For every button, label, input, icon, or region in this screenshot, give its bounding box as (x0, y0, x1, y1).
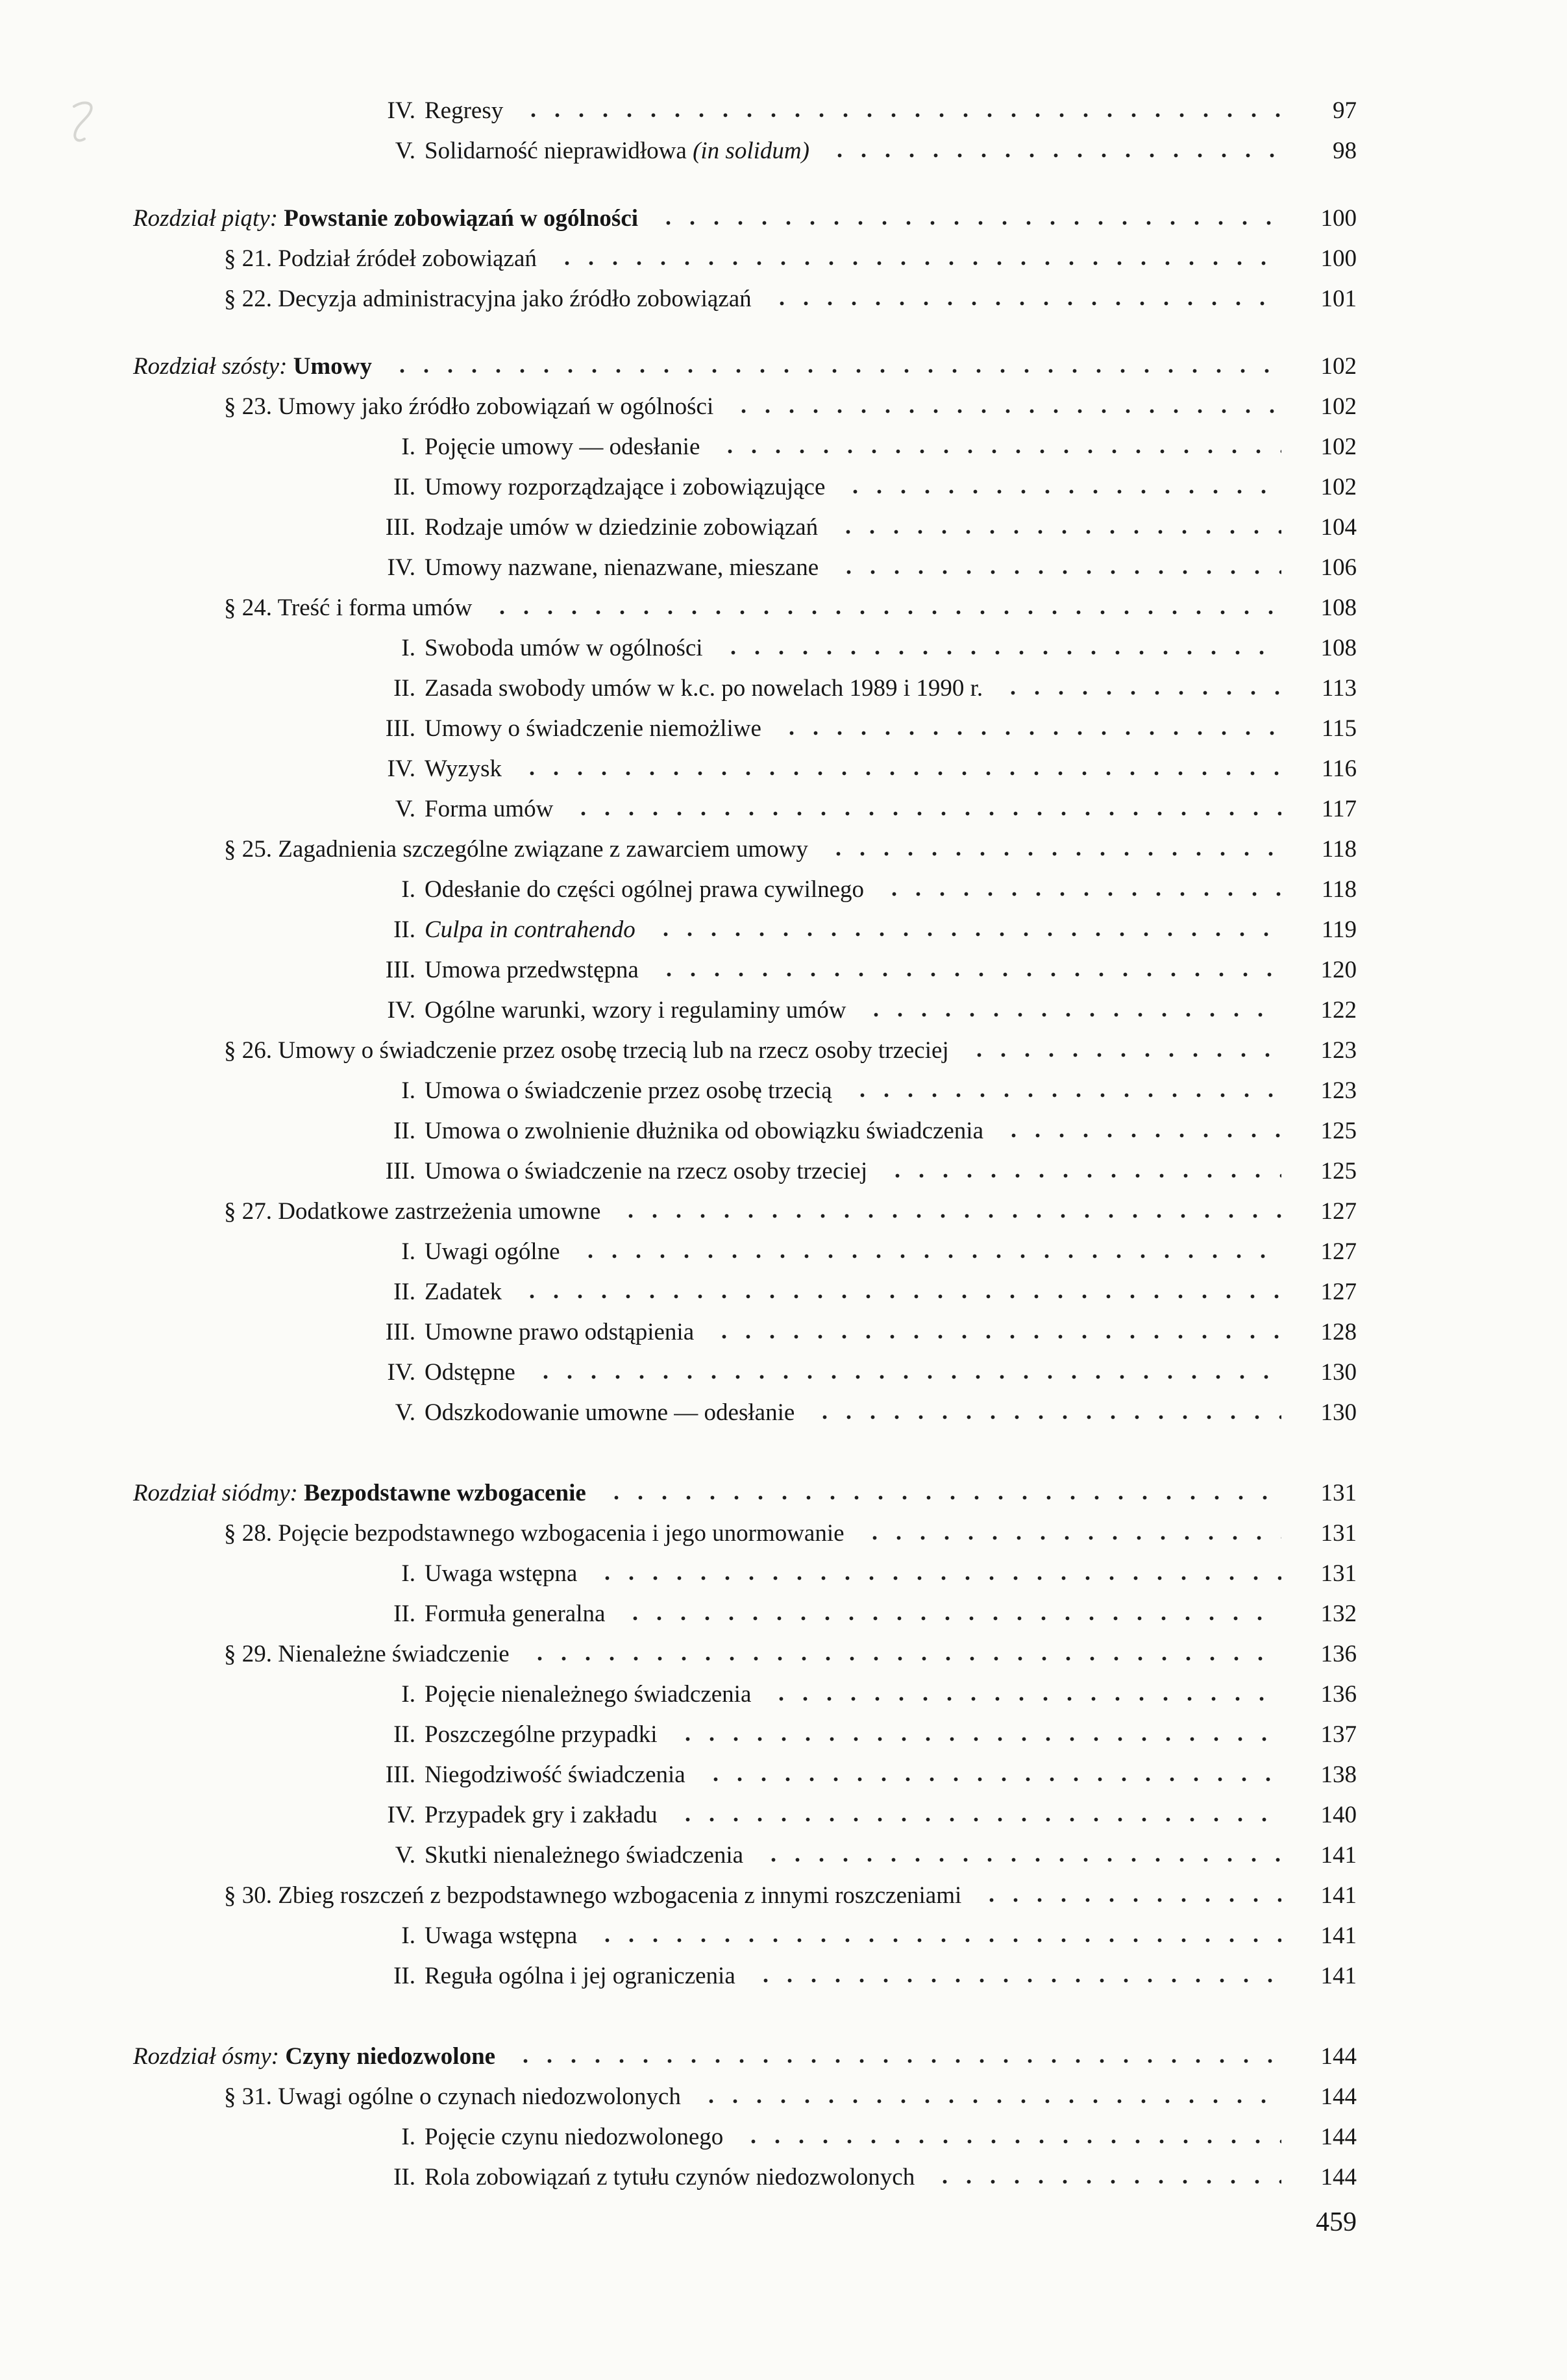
entry-title (425, 870, 864, 910)
entry-number: I. (401, 1077, 415, 1104)
entry-text-segment: § 25. Zagadnienia szczególne związane z zawarciem umowy (224, 836, 808, 863)
dot-leader (693, 2098, 1281, 2104)
entry-text-segment: Rozdział szósty: (133, 353, 293, 380)
entry-page: 123 (1320, 1037, 1357, 1064)
entry-title (224, 239, 537, 279)
entry-number: II. (393, 1963, 415, 1989)
entry-title (425, 1272, 502, 1312)
entry-title (425, 1755, 685, 1795)
entry-title (133, 2037, 495, 2077)
entry-text-segment: Odstępne (425, 1359, 515, 1386)
toc-entry (133, 1554, 1357, 1594)
entry-text-segment: § 30. Zbieg roszczeń z bezpodstawnego wzbogacenia z innymi roszczeniami (224, 1882, 962, 1909)
entry-page: 118 (1321, 836, 1357, 863)
entry-title (224, 2077, 681, 2117)
entry-number: II. (393, 675, 415, 702)
entry-title (224, 1514, 845, 1554)
entry-page: 144 (1320, 2083, 1357, 2110)
dot-leader (650, 972, 1281, 977)
entry-page: 141 (1320, 1963, 1357, 1989)
entry-title (224, 387, 713, 427)
entry-title (425, 1312, 694, 1353)
entry-title (425, 628, 703, 669)
toc-entry (133, 1151, 1357, 1192)
entry-number: II. (393, 474, 415, 500)
entry-number: III. (385, 715, 415, 742)
dot-leader (484, 609, 1281, 615)
entry-text-segment: Uwagi ogólne (425, 1238, 560, 1265)
entry-title (425, 910, 635, 950)
entry-text-segment: Solidarność nieprawidłowa (425, 138, 693, 164)
entry-title (224, 829, 808, 870)
dot-leader (961, 1052, 1281, 1058)
toc-entry (133, 1232, 1357, 1272)
entry-title (425, 467, 825, 508)
toc-entry (133, 749, 1357, 789)
entry-page: 119 (1321, 916, 1357, 943)
toc-entry (133, 2157, 1357, 2198)
entry-text-segment: Zasada swobody umów w k.c. po nowelach 1989 i 1990 r. (425, 675, 983, 702)
entry-page: 100 (1320, 205, 1357, 232)
dot-leader (515, 112, 1281, 118)
entry-title (133, 199, 638, 239)
entry-number: IV. (387, 554, 415, 581)
entry-text-segment: Formuła generalna (425, 1601, 606, 1627)
dot-leader (598, 1495, 1281, 1501)
dot-leader (879, 1173, 1281, 1179)
entry-number: II. (393, 2164, 415, 2190)
entry-page: 141 (1320, 1842, 1357, 1869)
table-of-contents (133, 91, 1357, 2198)
toc-entry (133, 910, 1357, 950)
entry-title (425, 1795, 658, 1835)
entry-page: 127 (1320, 1238, 1357, 1265)
entry-page: 113 (1321, 675, 1357, 702)
entry-text-segment: Niegodziwość świadczenia (425, 1761, 685, 1788)
dot-leader (830, 529, 1281, 535)
entry-text-segment: Rozdział ósmy: (133, 2043, 286, 2070)
entry-page: 144 (1320, 2043, 1357, 2070)
dot-leader (507, 2058, 1281, 2064)
dot-leader (858, 1012, 1281, 1018)
entry-text-segment: § 27. Dodatkowe zastrzeżenia umowne (224, 1198, 601, 1225)
entry-title (425, 1594, 605, 1634)
entry-text-segment: Odesłanie do części ogólnej prawa cywilnego (425, 876, 865, 903)
entry-number: I. (401, 1560, 415, 1587)
dot-leader (773, 730, 1281, 736)
entry-text-segment: Pojęcie nienależnego świadczenia (425, 1681, 752, 1708)
dot-leader (647, 931, 1281, 937)
entry-page: 136 (1320, 1681, 1357, 1708)
toc-entry (133, 467, 1357, 508)
dot-leader (650, 220, 1281, 226)
entry-page: 131 (1320, 1520, 1357, 1547)
entry-number: III. (385, 1319, 415, 1345)
entry-text-segment: § 31. Uwagi ogólne o czynach niedozwolonych (224, 2083, 681, 2110)
entry-number: II. (393, 1721, 415, 1748)
toc-entry (133, 870, 1357, 910)
toc-entry (133, 1514, 1357, 1554)
toc-entry (133, 387, 1357, 427)
entry-text-segment: § 24. Treść i forma umów (224, 595, 473, 621)
dot-leader (995, 1133, 1281, 1138)
entry-title (425, 1675, 751, 1715)
entry-text-segment: § 22. Decyzja administracyjna jako źródło zobowiązań (224, 286, 752, 312)
entry-page: 125 (1320, 1118, 1357, 1144)
entry-title (425, 2117, 723, 2157)
entry-text-segment: Odszkodowanie umowne — odesłanie (425, 1399, 795, 1426)
dot-leader (669, 1736, 1281, 1742)
folio-page-number: 459 (1316, 2207, 1357, 2237)
entry-number: I. (401, 1238, 415, 1265)
entry-title (425, 749, 502, 789)
dot-leader (747, 1978, 1281, 1983)
dot-leader (876, 891, 1281, 897)
entry-text-segment: Culpa in contrahendo (425, 916, 635, 943)
dot-leader (725, 408, 1281, 414)
entry-text-segment: § 28. Pojęcie bezpodstawnego wzbogacenia i jego unormowanie (224, 1520, 845, 1547)
entry-title (224, 588, 472, 628)
toc-entry (133, 1876, 1357, 1916)
dot-leader (994, 690, 1281, 696)
toc-entry (133, 239, 1357, 279)
entry-text-segment: § 26. Umowy o świadczenie przez osobę trzecią lub na rzecz osoby trzeciej (224, 1037, 949, 1064)
entry-text-segment: Rozdział piąty: (133, 205, 284, 232)
toc-entry (133, 131, 1357, 171)
entry-text-segment: Uwaga wstępna (425, 1922, 578, 1949)
toc-entry (133, 1755, 1357, 1795)
entry-title (224, 279, 752, 319)
entry-number: III. (385, 514, 415, 541)
entry-title (425, 669, 983, 709)
entry-title (425, 1916, 577, 1956)
toc-entry (133, 427, 1357, 467)
toc-entry (133, 1634, 1357, 1675)
entry-text-segment: § 21. Podział źródeł zobowiązań (224, 245, 537, 272)
dot-leader (830, 569, 1281, 575)
dot-leader (844, 1092, 1281, 1098)
toc-entry (133, 508, 1357, 548)
entry-page: 130 (1320, 1359, 1357, 1386)
entry-page: 144 (1320, 2124, 1357, 2150)
entry-number: II. (393, 1601, 415, 1627)
entry-page: 137 (1320, 1721, 1357, 1748)
entry-page: 136 (1320, 1641, 1357, 1667)
entry-text-segment: Forma umów (425, 796, 554, 822)
entry-text-segment: Uwaga wstępna (425, 1560, 578, 1587)
entry-number: V. (395, 1842, 415, 1869)
entry-number: I. (401, 1922, 415, 1949)
entry-page: 104 (1320, 514, 1357, 541)
toc-entry (133, 347, 1357, 387)
dot-leader (763, 1696, 1281, 1702)
entry-page: 115 (1321, 715, 1357, 742)
entry-text-segment: Bezpodstawne wzbogacenie (304, 1480, 586, 1506)
entry-title (425, 1111, 983, 1151)
entry-text-segment: Czyny niedozwolone (285, 2043, 496, 2070)
entry-title (425, 1835, 743, 1876)
dot-leader (711, 448, 1281, 454)
dot-leader (589, 1937, 1281, 1943)
toc-entry (133, 829, 1357, 870)
dot-leader (821, 153, 1281, 158)
entry-page: 101 (1320, 286, 1357, 312)
dot-leader (735, 2139, 1281, 2144)
entry-number: IV. (387, 1359, 415, 1386)
entry-page: 131 (1320, 1560, 1357, 1587)
toc-entry (133, 1675, 1357, 1715)
toc-entry (133, 1353, 1357, 1393)
dot-leader (384, 368, 1281, 374)
toc-entry (133, 628, 1357, 669)
entry-page: 130 (1320, 1399, 1357, 1426)
entry-title (425, 548, 819, 588)
toc-entry (133, 1071, 1357, 1111)
entry-number: I. (401, 434, 415, 460)
entry-text-segment: Umowa przedwstępna (425, 957, 639, 983)
entry-page: 120 (1320, 957, 1357, 983)
dot-leader (973, 1897, 1281, 1903)
toc-entry (133, 950, 1357, 990)
entry-title (425, 2157, 915, 2198)
entry-page: 128 (1320, 1319, 1357, 1345)
entry-page: 116 (1321, 755, 1357, 782)
entry-text-segment: Powstanie zobowiązań w ogólności (284, 205, 639, 232)
entry-title (425, 1956, 735, 1996)
entry-page: 127 (1320, 1198, 1357, 1225)
entry-title (133, 347, 372, 387)
dot-leader (513, 1294, 1281, 1299)
entry-page: 106 (1320, 554, 1357, 581)
entry-text-segment: Zadatek (425, 1279, 502, 1305)
entry-text-segment: Umowne prawo odstąpienia (425, 1319, 695, 1345)
entry-page: 117 (1321, 796, 1357, 822)
entry-number: I. (401, 635, 415, 661)
entry-text-segment: Pojęcie czynu niedozwolonego (425, 2124, 724, 2150)
entry-title (224, 1192, 600, 1232)
entry-page: 141 (1320, 1922, 1357, 1949)
entry-title (425, 709, 761, 749)
entry-number: IV. (387, 97, 415, 124)
toc-entry (133, 548, 1357, 588)
entry-text-segment: Rola zobowiązań z tytułu czynów niedozwolonych (425, 2164, 915, 2190)
toc-entry (133, 279, 1357, 319)
entry-number: V. (395, 138, 415, 164)
dot-leader (669, 1817, 1281, 1822)
entry-page: 131 (1320, 1480, 1357, 1506)
entry-text-segment: Umowy (293, 353, 372, 380)
toc-entry (133, 2117, 1357, 2157)
entry-number: V. (395, 1399, 415, 1426)
toc-entry (133, 588, 1357, 628)
entry-text-segment: Umowa o świadczenie przez osobę trzecią (425, 1077, 832, 1104)
entry-title (425, 508, 818, 548)
entry-text-segment: § 23. Umowy jako źródło zobowiązań w ogólności (224, 393, 714, 420)
entry-title (425, 1071, 832, 1111)
entry-number: IV. (387, 755, 415, 782)
entry-number: II. (393, 1279, 415, 1305)
toc-entry (133, 1473, 1357, 1514)
entry-number: IV. (387, 1802, 415, 1828)
entry-text-segment: Rozdział siódmy: (133, 1480, 304, 1506)
entry-text-segment: Umowa o zwolnienie dłużnika od obowiązku świadczenia (425, 1118, 984, 1144)
toc-entry (133, 1956, 1357, 1996)
entry-page: 102 (1320, 474, 1357, 500)
entry-page: 125 (1320, 1158, 1357, 1184)
entry-title (425, 789, 553, 829)
toc-entry (133, 1272, 1357, 1312)
entry-text-segment: § 29. Nienależne świadczenie (224, 1641, 510, 1667)
entry-number: III. (385, 957, 415, 983)
entry-title (425, 950, 639, 990)
toc-entry (133, 1795, 1357, 1835)
dot-leader (715, 650, 1281, 656)
dot-leader (837, 489, 1281, 495)
entry-title (425, 1353, 515, 1393)
entry-text-segment: Regresy (425, 97, 504, 124)
toc-entry (133, 1835, 1357, 1876)
toc-entry (133, 789, 1357, 829)
entry-text-segment: Swoboda umów w ogólności (425, 635, 703, 661)
entry-text-segment: Umowy nazwane, nienazwane, mieszane (425, 554, 819, 581)
toc-entry (133, 990, 1357, 1031)
entry-number: I. (401, 1681, 415, 1708)
entry-title (425, 1715, 658, 1755)
dot-leader (521, 1656, 1281, 1662)
toc-entry (133, 1031, 1357, 1071)
entry-title (425, 1554, 577, 1594)
entry-text-segment: (in solidum) (693, 138, 809, 164)
entry-number: IV. (387, 997, 415, 1024)
toc-entry (133, 1312, 1357, 1353)
dot-leader (926, 2179, 1281, 2185)
entry-title (425, 990, 846, 1031)
entry-page: 138 (1320, 1761, 1357, 1788)
entry-text-segment: Umowy rozporządzające i zobowiązujące (425, 474, 826, 500)
dot-leader (612, 1213, 1281, 1219)
entry-title (224, 1634, 510, 1675)
toc-entry (133, 91, 1357, 131)
entry-page: 108 (1320, 635, 1357, 661)
pencil-mark (65, 97, 110, 149)
dot-leader (763, 301, 1281, 306)
entry-page: 102 (1320, 353, 1357, 380)
toc-entry (133, 199, 1357, 239)
entry-title (425, 1393, 795, 1433)
entry-page: 108 (1320, 595, 1357, 621)
entry-text-segment: Rodzaje umów w dziedzinie zobowiązań (425, 514, 819, 541)
entry-number: III. (385, 1158, 415, 1184)
toc-entry (133, 1393, 1357, 1433)
toc-entry (133, 1594, 1357, 1634)
entry-page: 132 (1320, 1601, 1357, 1627)
entry-title (425, 131, 809, 171)
entry-number: I. (401, 2124, 415, 2150)
toc-entry (133, 1715, 1357, 1755)
entry-page: 122 (1320, 997, 1357, 1024)
entry-title (133, 1473, 586, 1514)
entry-text-segment: Umowy o świadczenie niemożliwe (425, 715, 761, 742)
entry-title (425, 1151, 867, 1192)
entry-number: II. (393, 916, 415, 943)
toc-entry (133, 1111, 1357, 1151)
entry-title (425, 91, 503, 131)
entry-text-segment: Pojęcie umowy — odesłanie (425, 434, 700, 460)
toc-entry (133, 669, 1357, 709)
entry-number: III. (385, 1761, 415, 1788)
entry-page: 100 (1320, 245, 1357, 272)
dot-leader (549, 260, 1281, 266)
entry-text-segment: Przypadek gry i zakładu (425, 1802, 658, 1828)
entry-number: V. (395, 796, 415, 822)
entry-text-segment: Poszczególne przypadki (425, 1721, 658, 1748)
dot-leader (589, 1575, 1281, 1581)
entry-text-segment: Umowa o świadczenie na rzecz osoby trzeciej (425, 1158, 868, 1184)
entry-page: 102 (1320, 393, 1357, 420)
entry-text-segment: Skutki nienależnego świadczenia (425, 1842, 744, 1869)
entry-page: 98 (1333, 138, 1357, 164)
entry-title (425, 1232, 560, 1272)
dot-leader (513, 770, 1281, 776)
entry-page: 97 (1333, 97, 1357, 124)
entry-title (224, 1031, 949, 1071)
entry-text-segment: Wyzysk (425, 755, 502, 782)
dot-leader (820, 851, 1281, 857)
dot-leader (527, 1374, 1281, 1380)
toc-entry (133, 2037, 1357, 2077)
dot-leader (856, 1535, 1281, 1541)
entry-number: II. (393, 1118, 415, 1144)
dot-leader (565, 811, 1281, 816)
entry-page: 118 (1321, 876, 1357, 903)
toc-entry (133, 1916, 1357, 1956)
entry-number: I. (401, 876, 415, 903)
dot-leader (572, 1253, 1281, 1259)
dot-leader (806, 1414, 1281, 1420)
entry-page: 144 (1320, 2164, 1357, 2190)
entry-page: 141 (1320, 1882, 1357, 1909)
entry-title (224, 1876, 961, 1916)
entry-page: 127 (1320, 1279, 1357, 1305)
dot-leader (697, 1776, 1281, 1782)
entry-title (425, 427, 700, 467)
entry-text-segment: Reguła ogólna i jej ograniczenia (425, 1963, 735, 1989)
dot-leader (755, 1857, 1281, 1863)
entry-page: 140 (1320, 1802, 1357, 1828)
entry-page: 102 (1320, 434, 1357, 460)
toc-entry (133, 1192, 1357, 1232)
toc-entry (133, 709, 1357, 749)
dot-leader (706, 1334, 1281, 1340)
entry-page: 123 (1320, 1077, 1357, 1104)
toc-entry (133, 2077, 1357, 2117)
dot-leader (617, 1615, 1281, 1621)
entry-text-segment: Ogólne warunki, wzory i regulaminy umów (425, 997, 846, 1024)
